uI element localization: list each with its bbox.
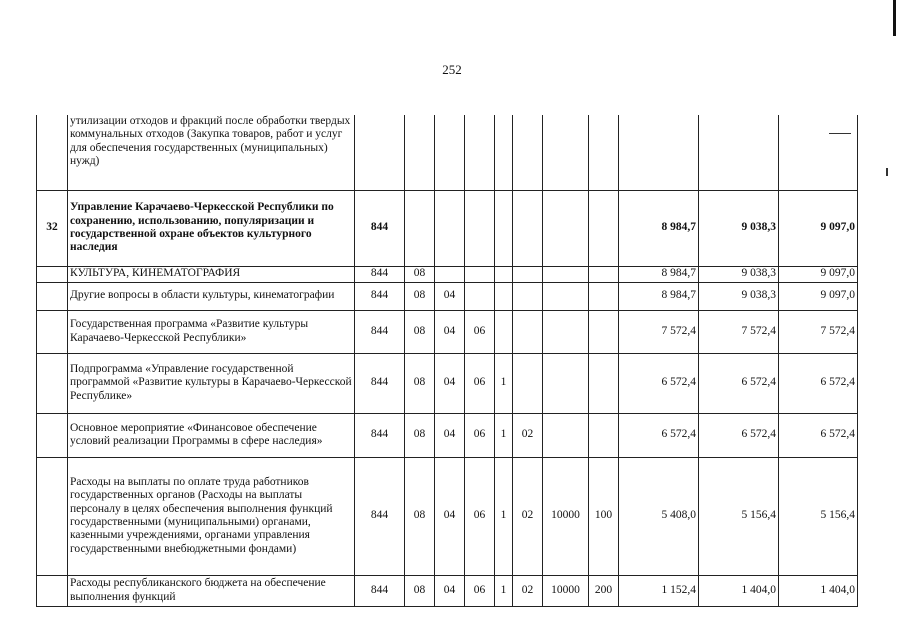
cell-exp-type: 200 bbox=[589, 575, 619, 606]
cell-sum3: 9 097,0 bbox=[779, 190, 858, 266]
cell-ministry: 844 bbox=[355, 282, 405, 310]
cell-direction: 10000 bbox=[543, 575, 589, 606]
cell-exp-type bbox=[589, 353, 619, 413]
cell-event bbox=[513, 115, 543, 190]
cell-sum3: 5 156,4 bbox=[779, 457, 858, 575]
table-row bbox=[37, 266, 858, 282]
cell-section: 08 bbox=[405, 282, 435, 310]
cell-program: 06 bbox=[465, 353, 495, 413]
scan-speck bbox=[886, 168, 888, 176]
cell-subprogram: 1 bbox=[495, 353, 513, 413]
cell-subprogram bbox=[495, 266, 513, 282]
cell-direction bbox=[543, 282, 589, 310]
cell-event bbox=[513, 353, 543, 413]
cell-program bbox=[465, 282, 495, 310]
cell-subprogram: 1 bbox=[495, 457, 513, 575]
cell-subprogram bbox=[495, 190, 513, 266]
cell-sum1: 7 572,4 bbox=[619, 310, 699, 353]
cell-name: Другие вопросы в области культуры, кинематографии bbox=[68, 282, 355, 310]
cell-subsection: 04 bbox=[435, 310, 465, 353]
cell-section bbox=[405, 190, 435, 266]
cell-sum2: 1 404,0 bbox=[699, 575, 779, 606]
table-row-continuation bbox=[37, 115, 858, 190]
cell-sum1: 5 408,0 bbox=[619, 457, 699, 575]
cell-ministry: 844 bbox=[355, 353, 405, 413]
cell-section: 08 bbox=[405, 457, 435, 575]
page-number: 252 bbox=[442, 62, 462, 77]
cell-sum3 bbox=[779, 115, 858, 190]
cell-name: Подпрограмма «Управление государственной программой «Развитие культуры в Карачаево-Черкесской Республике» bbox=[68, 353, 355, 413]
table-body bbox=[37, 115, 858, 606]
cell-sum1: 6 572,4 bbox=[619, 353, 699, 413]
cell-direction bbox=[543, 310, 589, 353]
cell-program bbox=[465, 266, 495, 282]
cell-name: Основное мероприятие «Финансовое обеспечение условий реализации Программы в сфере наследия» bbox=[68, 413, 355, 457]
cell-sum3: 9 097,0 bbox=[779, 266, 858, 282]
cell-section: 08 bbox=[405, 575, 435, 606]
cell-subsection bbox=[435, 190, 465, 266]
cell-name: утилизации отходов и фракций после обработки твердых коммунальных отходов (Закупка товаров, работ и услуг для обеспечения государственных (муниципальных) нужд) bbox=[68, 115, 355, 190]
cell-no bbox=[37, 282, 68, 310]
cell-event bbox=[513, 266, 543, 282]
cell-sum1 bbox=[619, 115, 699, 190]
cell-event: 02 bbox=[513, 457, 543, 575]
cell-program bbox=[465, 190, 495, 266]
cell-sum1: 1 152,4 bbox=[619, 575, 699, 606]
cell-no bbox=[37, 353, 68, 413]
cell-sum2: 9 038,3 bbox=[699, 266, 779, 282]
cell-subprogram: 1 bbox=[495, 413, 513, 457]
cell-exp-type bbox=[589, 115, 619, 190]
cell-subsection bbox=[435, 115, 465, 190]
cell-sum2: 9 038,3 bbox=[699, 190, 779, 266]
cell-sum2: 9 038,3 bbox=[699, 282, 779, 310]
cell-exp-type bbox=[589, 282, 619, 310]
cell-ministry: 844 bbox=[355, 457, 405, 575]
cell-program: 06 bbox=[465, 457, 495, 575]
cell-subsection: 04 bbox=[435, 353, 465, 413]
cell-subprogram: 1 bbox=[495, 575, 513, 606]
cell-name: Управление Карачаево-Черкесской Республики по сохранению, использованию, популяризации и государственной охране объектов культурного наследия bbox=[68, 190, 355, 266]
cell-sum3: 7 572,4 bbox=[779, 310, 858, 353]
cell-event: 02 bbox=[513, 413, 543, 457]
budget-table bbox=[36, 115, 858, 607]
dash-mark bbox=[829, 133, 851, 134]
cell-exp-type bbox=[589, 266, 619, 282]
cell-no bbox=[37, 575, 68, 606]
cell-sum3: 6 572,4 bbox=[779, 413, 858, 457]
cell-event bbox=[513, 190, 543, 266]
cell-ministry: 844 bbox=[355, 310, 405, 353]
cell-name: Расходы республиканского бюджета на обеспечение выполнения функций bbox=[68, 575, 355, 606]
cell-no bbox=[37, 115, 68, 190]
cell-no bbox=[37, 310, 68, 353]
cell-exp-type bbox=[589, 190, 619, 266]
cell-no bbox=[37, 266, 68, 282]
cell-subprogram bbox=[495, 115, 513, 190]
cell-no bbox=[37, 457, 68, 575]
cell-name: КУЛЬТУРА, КИНЕМАТОГРАФИЯ bbox=[68, 266, 355, 282]
cell-direction bbox=[543, 413, 589, 457]
table-row bbox=[37, 413, 858, 457]
cell-name: Государственная программа «Развитие культуры Карачаево-Черкесской Республики» bbox=[68, 310, 355, 353]
table-row bbox=[37, 575, 858, 606]
cell-sum2: 6 572,4 bbox=[699, 353, 779, 413]
cell-sum2: 7 572,4 bbox=[699, 310, 779, 353]
cell-exp-type: 100 bbox=[589, 457, 619, 575]
cell-sum1: 6 572,4 bbox=[619, 413, 699, 457]
cell-no bbox=[37, 413, 68, 457]
table-row bbox=[37, 457, 858, 575]
cell-sum1: 8 984,7 bbox=[619, 190, 699, 266]
cell-section: 08 bbox=[405, 310, 435, 353]
cell-subsection: 04 bbox=[435, 575, 465, 606]
cell-direction bbox=[543, 266, 589, 282]
cell-direction bbox=[543, 190, 589, 266]
cell-ministry: 844 bbox=[355, 413, 405, 457]
cell-section: 08 bbox=[405, 353, 435, 413]
cell-event: 02 bbox=[513, 575, 543, 606]
scan-edge-mark bbox=[893, 0, 896, 36]
cell-program: 06 bbox=[465, 575, 495, 606]
cell-program bbox=[465, 115, 495, 190]
cell-direction: 10000 bbox=[543, 457, 589, 575]
cell-subprogram bbox=[495, 282, 513, 310]
cell-sum2 bbox=[699, 115, 779, 190]
table-row bbox=[37, 310, 858, 353]
cell-sum3: 6 572,4 bbox=[779, 353, 858, 413]
table-row bbox=[37, 353, 858, 413]
cell-subsection: 04 bbox=[435, 282, 465, 310]
cell-section: 08 bbox=[405, 413, 435, 457]
cell-section bbox=[405, 115, 435, 190]
cell-ministry bbox=[355, 115, 405, 190]
cell-event bbox=[513, 310, 543, 353]
cell-event bbox=[513, 282, 543, 310]
cell-sum3: 9 097,0 bbox=[779, 282, 858, 310]
cell-exp-type bbox=[589, 413, 619, 457]
cell-name: Расходы на выплаты по оплате труда работников государственных органов (Расходы на выплаты персоналу в целях обеспечения выполнения функций государственными (муниципальными) органами, казенными учреждениями, органами управления государственными внебюджетными фондами) bbox=[68, 457, 355, 575]
cell-program: 06 bbox=[465, 310, 495, 353]
cell-program: 06 bbox=[465, 413, 495, 457]
cell-subsection bbox=[435, 266, 465, 282]
cell-ministry: 844 bbox=[355, 266, 405, 282]
cell-no: 32 bbox=[37, 190, 68, 266]
cell-exp-type bbox=[589, 310, 619, 353]
cell-sum1: 8 984,7 bbox=[619, 266, 699, 282]
table-row bbox=[37, 282, 858, 310]
cell-subsection: 04 bbox=[435, 413, 465, 457]
cell-section: 08 bbox=[405, 266, 435, 282]
table-row bbox=[37, 190, 858, 266]
cell-direction bbox=[543, 115, 589, 190]
cell-direction bbox=[543, 353, 589, 413]
cell-subsection: 04 bbox=[435, 457, 465, 575]
cell-sum2: 5 156,4 bbox=[699, 457, 779, 575]
cell-subprogram bbox=[495, 310, 513, 353]
cell-sum3: 1 404,0 bbox=[779, 575, 858, 606]
cell-sum2: 6 572,4 bbox=[699, 413, 779, 457]
cell-ministry: 844 bbox=[355, 190, 405, 266]
cell-ministry: 844 bbox=[355, 575, 405, 606]
cell-sum1: 8 984,7 bbox=[619, 282, 699, 310]
